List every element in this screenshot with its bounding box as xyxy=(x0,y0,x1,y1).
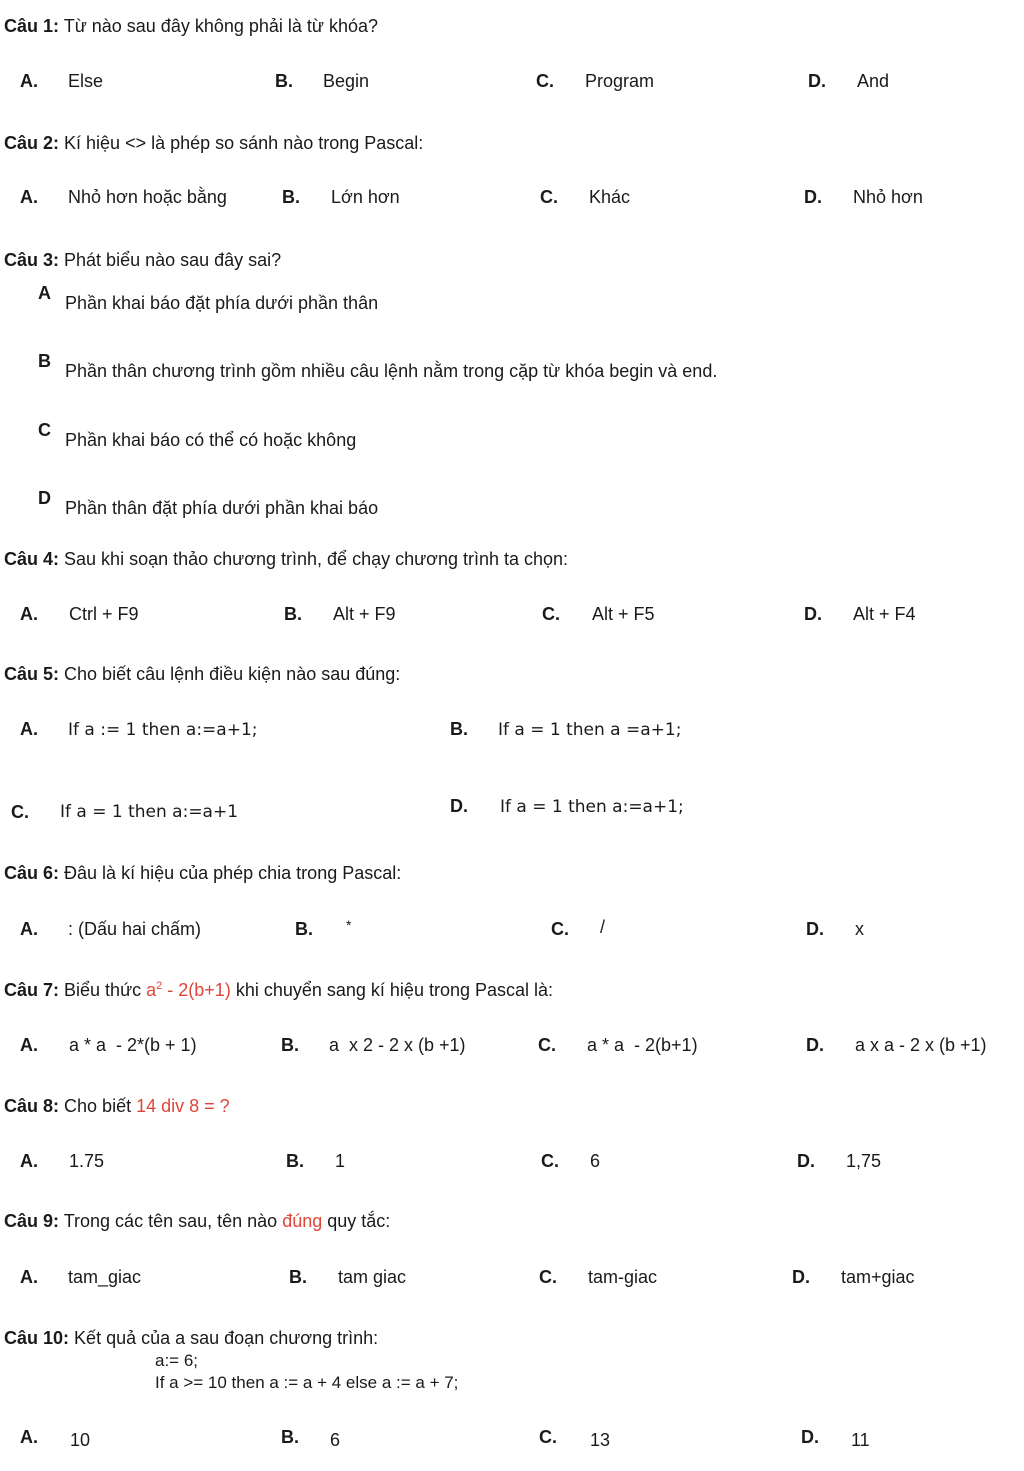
q3-option-a[interactable]: Phần khai báo đặt phía dưới phần thân xyxy=(65,293,379,313)
q7-option-a-label: A. xyxy=(20,1035,38,1055)
q4-option-b-label: B. xyxy=(284,604,302,624)
q4-option-a-label: A. xyxy=(20,604,38,624)
q6-option-a-label: A. xyxy=(20,919,38,939)
q3-option-c[interactable]: Phần khai báo có thể có hoặc không xyxy=(65,430,357,450)
question-8: Câu 8: Cho biết 14 div 8 = ? xyxy=(4,1096,230,1116)
q9-option-d-label: D. xyxy=(792,1267,810,1287)
q2-option-d[interactable]: Nhỏ hơn xyxy=(853,187,923,207)
q10-option-b[interactable]: 6 xyxy=(330,1430,341,1450)
q8-option-d-label: D. xyxy=(797,1151,815,1171)
q4-option-b[interactable]: Alt + F9 xyxy=(333,604,396,624)
q4-option-d-label: D. xyxy=(804,604,822,624)
q9-option-a-label: A. xyxy=(20,1267,38,1287)
question-3: Câu 3: Phát biểu nào sau đây sai? xyxy=(4,250,282,270)
question-5: Câu 5: Cho biết câu lệnh điều kiện nào sau đúng: xyxy=(4,664,401,684)
q10-code-line-1: a:= 6; xyxy=(155,1351,199,1370)
q5-option-a[interactable]: If a := 1 then a:=a+1; xyxy=(68,720,258,740)
q10-option-c-label: C. xyxy=(539,1427,557,1447)
q2-option-c[interactable]: Khác xyxy=(589,187,631,207)
q7-option-d[interactable]: a x a - 2 x (b +1) xyxy=(855,1035,987,1055)
q10-option-a[interactable]: 10 xyxy=(70,1430,91,1450)
q1-option-c-label: C. xyxy=(536,71,554,91)
q9-option-b[interactable]: tam giac xyxy=(338,1267,407,1287)
q5-option-a-label: A. xyxy=(20,719,38,739)
q5-option-b[interactable]: If a = 1 then a =a+1; xyxy=(498,720,682,740)
q9-highlight: đúng xyxy=(282,1211,323,1231)
q10-option-b-label: B. xyxy=(281,1427,299,1447)
q6-option-c[interactable]: / xyxy=(600,917,606,937)
q8-option-c[interactable]: 6 xyxy=(590,1151,601,1171)
q2-option-a-label: A. xyxy=(20,187,38,207)
q10-option-a-label: A. xyxy=(20,1427,38,1447)
q3-option-c-label: C xyxy=(38,420,51,440)
q7-option-c[interactable]: a * a - 2(b+1) xyxy=(587,1035,698,1055)
q4-option-d[interactable]: Alt + F4 xyxy=(853,604,916,624)
q7-option-c-label: C. xyxy=(538,1035,556,1055)
question-4: Câu 4: Sau khi soạn thảo chương trình, để chạy chương trình ta chọn: xyxy=(4,549,569,569)
q5-option-d[interactable]: If a = 1 then a:=a+1; xyxy=(500,797,684,817)
q2-option-a[interactable]: Nhỏ hơn hoặc bằng xyxy=(68,187,227,207)
q7-option-b[interactable]: a x 2 - 2 x (b +1) xyxy=(329,1035,466,1055)
q9-option-a[interactable]: tam_giac xyxy=(68,1267,142,1287)
question-9: Câu 9: Trong các tên sau, tên nào đúng quy tắc: xyxy=(4,1211,391,1231)
q9-option-d[interactable]: tam+giac xyxy=(841,1267,915,1287)
q9-option-c[interactable]: tam-giac xyxy=(588,1267,658,1287)
question-10: Câu 10: Kết quả của a sau đoạn chương trình: xyxy=(4,1328,379,1348)
q6-option-b-label: B. xyxy=(295,919,313,939)
q2-option-c-label: C. xyxy=(540,187,558,207)
q9-option-b-label: B. xyxy=(289,1267,307,1287)
q6-option-a[interactable]: : (Dấu hai chấm) xyxy=(68,919,202,939)
q3-option-b-label: B xyxy=(38,351,51,371)
q10-code-line-2: If a >= 10 then a := a + 4 else a := a + 7; xyxy=(155,1373,459,1392)
q7-option-b-label: B. xyxy=(281,1035,299,1055)
q10-option-c[interactable]: 13 xyxy=(590,1430,611,1450)
q8-option-a[interactable]: 1.75 xyxy=(69,1151,105,1171)
question-1: Câu 1: Từ nào sau đây không phải là từ khóa? xyxy=(4,16,379,36)
q2-option-b-label: B. xyxy=(282,187,300,207)
question-2: Câu 2: Kí hiệu <> là phép so sánh nào trong Pascal: xyxy=(4,133,424,153)
q5-option-b-label: B. xyxy=(450,719,468,739)
q7-option-a[interactable]: a * a - 2*(b + 1) xyxy=(69,1035,197,1055)
q3-option-a-label: A xyxy=(38,283,51,303)
q8-option-c-label: C. xyxy=(541,1151,559,1171)
q1-option-a-label: A. xyxy=(20,71,38,91)
q1-option-d-label: D. xyxy=(808,71,826,91)
q1-option-d[interactable]: And xyxy=(857,71,890,91)
q10-option-d[interactable]: 11 xyxy=(851,1430,870,1450)
q1-option-b-label: B. xyxy=(275,71,293,91)
q3-option-d-label: D xyxy=(38,488,51,508)
q6-option-d-label: D. xyxy=(806,919,824,939)
q8-option-b-label: B. xyxy=(286,1151,304,1171)
question-6: Câu 6: Đâu là kí hiệu của phép chia trong Pascal: xyxy=(4,863,402,883)
q8-option-b[interactable]: 1 xyxy=(335,1151,346,1171)
q1-option-a[interactable]: Else xyxy=(68,71,104,91)
q7-option-d-label: D. xyxy=(806,1035,824,1055)
q6-option-b[interactable]: * xyxy=(346,917,352,933)
q1-option-b[interactable]: Begin xyxy=(323,71,370,91)
q5-option-d-label: D. xyxy=(450,796,468,816)
q8-expression: 14 div 8 = ? xyxy=(136,1096,230,1116)
q4-option-a[interactable]: Ctrl + F9 xyxy=(69,604,139,624)
q5-option-c-label: C. xyxy=(11,802,29,822)
q3-option-d[interactable]: Phần thân đặt phía dưới phần khai báo xyxy=(65,498,379,518)
q3-option-b[interactable]: Phần thân chương trình gồm nhiều câu lệnh nằm trong cặp từ khóa begin và end. xyxy=(65,361,718,381)
q4-option-c-label: C. xyxy=(542,604,560,624)
q4-option-c[interactable]: Alt + F5 xyxy=(592,604,655,624)
q8-option-d[interactable]: 1,75 xyxy=(846,1151,882,1171)
q2-option-d-label: D. xyxy=(804,187,822,207)
question-7: Câu 7: Biểu thức $a^2 - 2(b+1)$ khi chuyển sang kí hiệu trong Pascal là: xyxy=(4,980,554,1000)
q1-option-c[interactable]: Program xyxy=(585,71,655,91)
q10-option-d-label: D. xyxy=(801,1427,819,1447)
q2-option-b[interactable]: Lớn hơn xyxy=(331,187,400,207)
q5-option-c[interactable]: If a = 1 then a:=a+1 xyxy=(60,802,239,822)
q8-option-a-label: A. xyxy=(20,1151,38,1171)
q6-option-c-label: C. xyxy=(551,919,569,939)
q6-option-d[interactable]: x xyxy=(855,919,864,939)
q9-option-c-label: C. xyxy=(539,1267,557,1287)
q7-expression: $a^2 - 2(b+1)$ xyxy=(146,980,231,1000)
